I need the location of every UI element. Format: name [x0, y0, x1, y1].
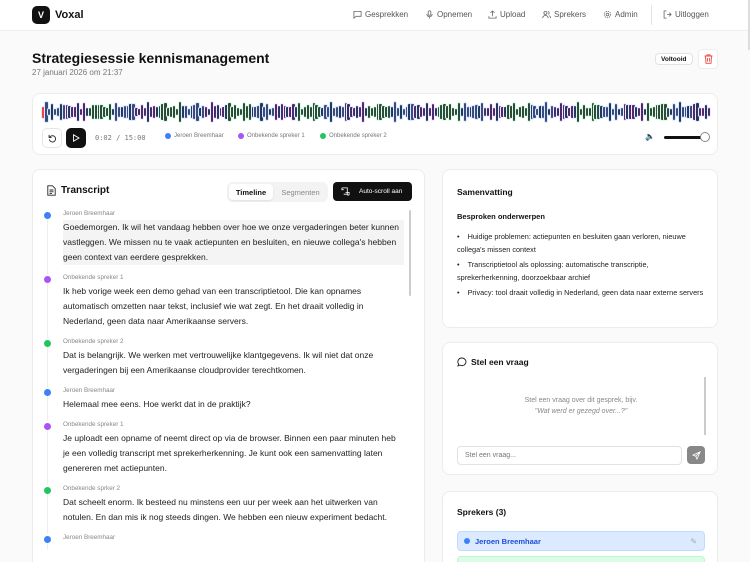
transcript-scrollbar[interactable] [409, 210, 411, 296]
nav-opnemen[interactable] [425, 10, 472, 19]
trash-icon [704, 54, 713, 64]
mic-icon [425, 10, 434, 19]
waveform-bar [83, 103, 85, 120]
ask-question-panel [442, 342, 718, 475]
waveform-bar [237, 108, 239, 116]
waveform-bar [653, 107, 655, 116]
waveform-bar [464, 103, 466, 121]
nav-admin[interactable] [603, 10, 638, 19]
users-icon [542, 10, 551, 19]
waveform-bar [185, 106, 187, 119]
waveform-bar [400, 105, 402, 120]
waveform-bar [339, 106, 341, 117]
waveform-bar [557, 108, 559, 116]
tab-timeline[interactable]: Timeline [229, 184, 273, 200]
waveform-bar [278, 106, 280, 117]
nav-label: Gesprekken [365, 10, 409, 19]
nav-divider [651, 5, 652, 25]
transcript-entry[interactable] [44, 274, 404, 329]
volume-icon[interactable]: 🔈 [645, 132, 655, 141]
page-title: Strategiesessie kennismanagement [32, 50, 270, 66]
waveform-bar [243, 103, 245, 121]
app-name[interactable]: Voxal [55, 9, 84, 21]
entry-speaker: Onbekende sprker 2 [63, 485, 121, 492]
waveform-bar [333, 108, 335, 116]
summary-bullet: • Huidige problemen: actiepunten en besluiten gaan verloren, nieuwe collega's missen context [457, 230, 707, 256]
waveform-bar [121, 107, 123, 117]
speakers-panel [442, 491, 718, 562]
autoscroll-toggle[interactable] [333, 182, 412, 201]
transcript-entry[interactable] [44, 534, 404, 541]
waveform-bar [365, 108, 367, 116]
waveform-bar [336, 107, 338, 118]
entry-text: Helemaal mee eens. Hoe werkt dat in de praktijk? [63, 399, 251, 409]
legend-speaker-3 [320, 133, 387, 139]
ask-hint-example: "Wat werd er gezegd over...?" [534, 408, 628, 415]
waveform-bar [211, 102, 213, 121]
waveform-bar [144, 108, 146, 115]
waveform-bar [621, 108, 623, 117]
waveform-bar [708, 108, 710, 115]
waveform-bar [176, 109, 178, 116]
entry-speaker: Onbekende spreker 1 [63, 421, 124, 428]
speaker-color-dot [44, 487, 51, 494]
waveform-bar [342, 107, 344, 117]
ask-header [457, 357, 529, 367]
waveform-bar [147, 102, 149, 122]
waveform-bar [647, 103, 649, 121]
speaker-color-dot [238, 133, 244, 139]
upload-icon [488, 10, 497, 19]
waveform-bar [330, 102, 332, 122]
waveform-bar [54, 109, 56, 116]
nav-label: Upload [500, 10, 526, 19]
waveform-bar [583, 105, 585, 119]
waveform-bar [92, 105, 94, 120]
waveform-bar [609, 103, 611, 122]
gear-icon [603, 10, 612, 19]
waveform-bar [493, 108, 495, 116]
speaker-color-dot [44, 536, 51, 543]
waveform-bar [115, 103, 117, 122]
ask-hint-line: Stel een vraag over dit gesprek, bijv. [524, 397, 638, 404]
waveform-bar [525, 108, 527, 116]
waveform-bar [246, 106, 248, 117]
legend-label: Jeroen Breemhaar [174, 133, 224, 139]
nav-sprekers[interactable] [542, 10, 586, 19]
entry-text: Dat scheelt enorm. Ik besteed nu minstens een uur per week aan het uitwerken van notulen. En dan mis ik nog steeds dingen. We hebben een nieuw experiment bedacht. [63, 497, 388, 522]
entry-speaker: Jeroen Breemhaar [63, 387, 116, 394]
pencil-icon[interactable]: ✎ [690, 537, 697, 546]
waveform-bar [426, 103, 428, 122]
waveform-bar [682, 107, 684, 117]
waveform-bar [580, 109, 582, 115]
restart-icon [48, 134, 57, 143]
waveform-bar [304, 107, 306, 116]
waveform-bar [179, 102, 181, 122]
entry-speaker: Jeroen Breemhaar [63, 534, 116, 541]
speaker-color-dot [320, 133, 326, 139]
play-icon [72, 134, 80, 142]
waveform-bar [679, 102, 681, 121]
waveform-bar [208, 109, 210, 115]
waveform-bar [362, 102, 364, 122]
legend-label: Onbekende spreker 1 [247, 133, 305, 139]
waveform-bar [455, 109, 457, 115]
play-button[interactable] [66, 128, 86, 148]
waveform-seekbar[interactable] [42, 102, 709, 122]
view-toggle [227, 182, 328, 202]
waveform-bar [307, 105, 309, 119]
entry-speaker: Onbekende spreker 2 [63, 338, 124, 345]
waveform-bar [397, 108, 399, 116]
waveform-bar [589, 108, 591, 116]
waveform-bar [618, 109, 620, 115]
waveform-bar [673, 104, 675, 120]
waveform-bar [60, 104, 62, 121]
waveform-bar [95, 105, 97, 119]
waveform-bar [641, 103, 643, 120]
speaker-color-dot [44, 389, 51, 396]
ask-hint [443, 395, 719, 417]
waveform-bar [118, 107, 120, 116]
waveform-bar [554, 107, 556, 117]
legend-label: Onbekende spreker 2 [329, 133, 387, 139]
nav-upload[interactable] [488, 10, 525, 19]
summary-subtitle: Besproken onderwerpen [457, 212, 545, 221]
waveform-bar [429, 108, 431, 116]
entry-text: Ik heb vorige week een demo gehad van een transcriptietool. Die kan opnames automatisch omzetten naar tekst, inclusief wie wat zegt. En het draait volledig in Nederland, geen data naar Amerikaanse servers. [63, 286, 364, 326]
speaker-color-dot [44, 212, 51, 219]
logout-button[interactable] [663, 10, 709, 19]
waveform-bar [281, 104, 283, 121]
waveform-bar [650, 108, 652, 116]
nav-label: Admin [615, 10, 638, 19]
waveform-bar [432, 104, 434, 120]
waveform-bar [57, 108, 59, 116]
entry-speaker: Onbekende spreker 1 [63, 274, 124, 281]
autoscroll-label: Auto-scroll aan [359, 188, 403, 195]
status-badge: Voltooid [655, 53, 693, 65]
top-navbar [0, 0, 750, 31]
waveform-bar [63, 105, 65, 119]
transcript-entry[interactable] [44, 387, 404, 412]
waveform-bar [487, 108, 489, 116]
waveform-bar [458, 103, 460, 120]
waveform-bar [676, 108, 678, 115]
legend-speaker-2 [238, 133, 305, 139]
waveform-bar [124, 106, 126, 118]
speaker-color-dot [44, 340, 51, 347]
waveform-bar [560, 103, 562, 122]
speaker-color-dot [44, 423, 51, 430]
waveform-bar [461, 108, 463, 116]
waveform-bar [89, 108, 91, 117]
waveform-bar [519, 107, 521, 117]
waveform-bar [310, 107, 312, 118]
conversation-datetime: 27 januari 2026 om 21:37 [32, 68, 123, 77]
waveform-bar [371, 108, 373, 117]
waveform-bar [214, 106, 216, 117]
ask-title: Stel een vraag [471, 357, 529, 367]
waveform-bar [612, 109, 614, 116]
waveform-bar [586, 108, 588, 116]
transcript-entry[interactable] [44, 210, 404, 265]
waveform-bar [467, 107, 469, 118]
ask-scrollbar[interactable] [704, 377, 706, 435]
waveform-bar [548, 109, 550, 116]
question-input[interactable] [457, 446, 682, 465]
logout-icon [663, 10, 672, 19]
waveform-bar [522, 106, 524, 119]
transcript-entry[interactable] [44, 421, 404, 476]
document-icon [47, 185, 56, 196]
volume-slider-thumb[interactable] [700, 132, 710, 142]
waveform-bar [217, 105, 219, 119]
chat-icon [353, 10, 362, 19]
waveform-bar [150, 107, 152, 117]
transcript-entry[interactable] [44, 485, 404, 525]
waveform-bar [528, 103, 530, 122]
summary-bullets [457, 230, 707, 301]
transcript-entries [44, 210, 404, 550]
tab-segmenten[interactable]: Segmenten [281, 187, 320, 197]
waveform-bar [156, 107, 158, 117]
app-logo[interactable]: V [32, 6, 50, 24]
waveform-bar [51, 104, 53, 119]
entry-speaker: Jeroen Breemhaar [63, 210, 116, 217]
waveform-bar [269, 109, 271, 116]
audio-player [32, 93, 718, 155]
speaker-color-dot [464, 538, 470, 544]
waveform-bar [551, 106, 553, 118]
waveform-bar [644, 109, 646, 116]
send-icon [692, 451, 701, 460]
waveform-bar [272, 108, 274, 116]
waveform-bar [188, 109, 190, 116]
speaker-name: Jeroen Breemhaar [475, 536, 541, 546]
send-button[interactable] [687, 446, 705, 464]
waveform-bar [705, 105, 707, 119]
transcript-header [47, 185, 109, 196]
entry-text: Goedemorgen. Ik wil het vandaag hebben over hoe we onze vergaderingen beter kunnen vastleggen. We missen nu te vaak actiepunten en besluiten, en nieuwe collega's hebben geen context van eerdere gesprekken. [63, 220, 404, 265]
transcript-entry[interactable] [44, 338, 404, 378]
nav-label: Opnemen [437, 10, 473, 19]
entry-text: Je uploadt een opname of neemt direct op via de browser. Binnen een paar minuten heb je een volledig transcript met sprekerherkenning. Je kunt ook een samenvatting laten genereren met actiepunten. [63, 433, 396, 473]
waveform-bar [301, 109, 303, 116]
waveform-bar [374, 107, 376, 117]
waveform-bar [516, 109, 518, 116]
waveform-bar [702, 108, 704, 116]
summary-bullet: • Privacy: tool draait volledig in Nederland, geen data naar externe servers [457, 286, 707, 299]
waveform-bar [490, 104, 492, 119]
scroll-icon [341, 187, 350, 196]
waveform-bar [394, 102, 396, 122]
chat-bubble-icon [457, 357, 467, 367]
waveform-bar [496, 103, 498, 122]
playback-time: 0:02 / 15:00 [95, 134, 146, 142]
summary-bullet: • Transcriptietool als oplossing: automatische transcriptie, sprekerherkenning, doorzoekbaar archief [457, 258, 707, 284]
waveform-bar [182, 106, 184, 117]
transcript-title: Transcript [61, 185, 110, 196]
speaker-color-dot [44, 276, 51, 283]
speaker-row[interactable] [457, 531, 705, 551]
legend-speaker-1 [165, 133, 224, 139]
delete-button[interactable] [698, 49, 718, 69]
waveform-bar [240, 109, 242, 115]
entry-text: Dat is belangrijk. We werken met vertrouwelijke klantgegevens. Ik wil niet dat onze vergaderingen bij een Amerikaanse cloudprovider terechtkomen. [63, 350, 374, 375]
waveform-bar [615, 104, 617, 120]
speaker-row[interactable] [457, 556, 705, 562]
waveform-bar [435, 108, 437, 116]
waveform-bar [249, 104, 251, 120]
logout-label: Uitloggen [675, 10, 709, 19]
restart-button[interactable] [42, 128, 62, 148]
waveform-bar [423, 108, 425, 116]
nav-label: Sprekers [554, 10, 587, 19]
speakers-title: Sprekers (3) [457, 507, 507, 517]
waveform-bar [275, 104, 277, 120]
speaker-color-dot [165, 133, 171, 139]
transcript-panel [32, 169, 425, 562]
waveform-bar [153, 106, 155, 117]
summary-panel [442, 169, 718, 328]
waveform-bar [403, 109, 405, 115]
waveform-bar [86, 108, 88, 115]
summary-title: Samenvatting [457, 187, 513, 197]
nav-gesprekken[interactable] [353, 10, 408, 19]
waveform-bar [368, 106, 370, 119]
